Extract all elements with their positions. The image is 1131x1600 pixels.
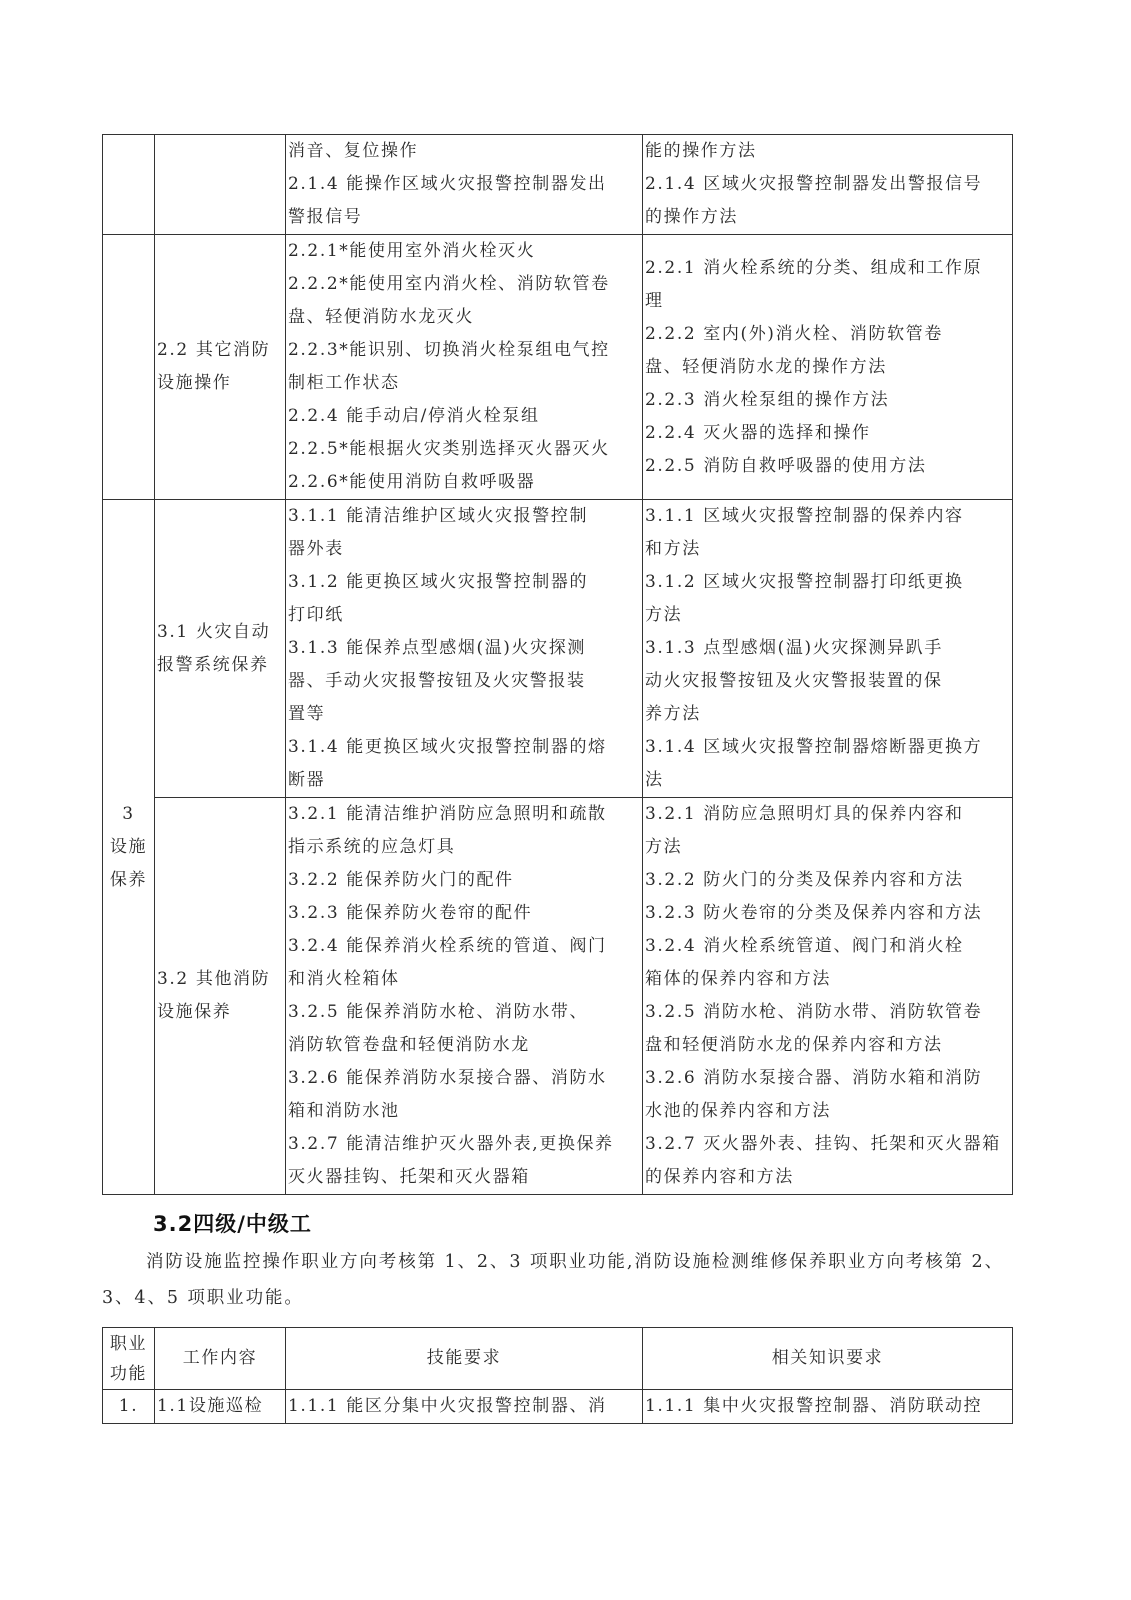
work-content-cell — [155, 135, 286, 235]
table-row — [103, 235, 1013, 500]
function-cell — [103, 235, 155, 500]
skill-cell: 2.2.1*能使用室外消火栓灭火 2.2.2*能使用室内消火栓、消防软管卷 盘、轻便消防水龙灭火 2.2.3*能识别、切换消火栓泵组电气控 制柜工作状态 2.2.4 能手动启/停消火栓泵组 2.2.5*能根据火灾类别选择灭火器灭火 2.2.6*能使用消防自救呼吸器 — [286, 235, 643, 500]
work-content-cell: 1.1设施巡检 — [155, 1390, 286, 1424]
function-cell — [103, 135, 155, 235]
knowledge-cell: 1.1.1 集中火灾报警控制器、消防联动控 — [643, 1390, 1013, 1424]
knowledge-cell: 3.2.1 消防应急照明灯具的保养内容和 方法 3.2.2 防火门的分类及保养内容和方法 3.2.3 防火卷帘的分类及保养内容和方法 3.2.4 消火栓系统管道、阀门和消火栓 箱体的保养内容和方法 3.2.5 消防水枪、消防水带、消防软管卷 盘和轻便消防水龙的保养内容和方法 3.2.6 消防水泵接合器、消防水箱和消防 水池的保养内容和方法 3.2.7 灭火器外表、挂钩、托架和灭火器箱 的保养内容和方法 — [643, 798, 1013, 1195]
work-content-cell: 3.1 火灾自动 报警系统保养 — [155, 500, 286, 798]
skill-cell: 1.1.1 能区分集中火灾报警控制器、消 — [286, 1390, 643, 1424]
skill-cell: 3.1.1 能清洁维护区域火灾报警控制 器外表 3.1.2 能更换区域火灾报警控制器的 打印纸 3.1.3 能保养点型感烟(温)火灾探测 器、手动火灾报警按钮及火灾警报装 置等 3.1.4 能更换区域火灾报警控制器的熔 断器 — [286, 500, 643, 798]
header-function: 职业 功能 — [103, 1328, 155, 1390]
function-cell: 3 设施 保养 — [103, 500, 155, 1195]
header-skill: 技能要求 — [286, 1328, 643, 1390]
skill-table-level4 — [102, 1327, 1013, 1424]
work-content-cell: 3.2 其他消防 设施保养 — [155, 798, 286, 1195]
header-knowledge: 相关知识要求 — [643, 1328, 1013, 1390]
section-title: 3.2四级/中级工 — [153, 1212, 312, 1236]
function-cell: 1. — [103, 1390, 155, 1424]
knowledge-cell: 2.2.1 消火栓系统的分类、组成和工作原 理 2.2.2 室内(外)消火栓、消防软管卷 盘、轻便消防水龙的操作方法 2.2.3 消火栓泵组的操作方法 2.2.4 灭火器的选择和操作 2.2.5 消防自救呼吸器的使用方法 — [643, 235, 1013, 500]
table-row — [103, 135, 1013, 235]
table-header-row — [103, 1328, 1013, 1390]
table-row — [103, 1390, 1013, 1424]
section-paragraph: 消防设施监控操作职业方向考核第 1、2、3 项职业功能,消防设施检测维修保养职业方向考核第 2、3、4、5 项职业功能。 — [102, 1252, 1004, 1308]
skill-table-continued — [102, 134, 1013, 1195]
skill-cell: 消音、复位操作 2.1.4 能操作区域火灾报警控制器发出 警报信号 — [286, 135, 643, 235]
skill-cell: 3.2.1 能清洁维护消防应急照明和疏散 指示系统的应急灯具 3.2.2 能保养防火门的配件 3.2.3 能保养防火卷帘的配件 3.2.4 能保养消火栓系统的管道、阀门 和消火栓箱体 3.2.5 能保养消防水枪、消防水带、 消防软管卷盘和轻便消防水龙 3.2.6 能保养消防水泵接合器、消防水 箱和消防水池 3.2.7 能清洁维护灭火器外表,更换保养 灭火器挂钩、托架和灭火器箱 — [286, 798, 643, 1195]
work-content-cell: 2.2 其它消防 设施操作 — [155, 235, 286, 500]
knowledge-cell: 3.1.1 区域火灾报警控制器的保养内容 和方法 3.1.2 区域火灾报警控制器打印纸更换 方法 3.1.3 点型感烟(温)火灾探测异趴手 动火灾报警按钮及火灾警报装置的保 养方法 3.1.4 区域火灾报警控制器熔断器更换方 法 — [643, 500, 1013, 798]
table-row — [103, 798, 1013, 1195]
knowledge-cell: 能的操作方法 2.1.4 区域火灾报警控制器发出警报信号 的操作方法 — [643, 135, 1013, 235]
header-work-content: 工作内容 — [155, 1328, 286, 1390]
table-row — [103, 500, 1013, 798]
